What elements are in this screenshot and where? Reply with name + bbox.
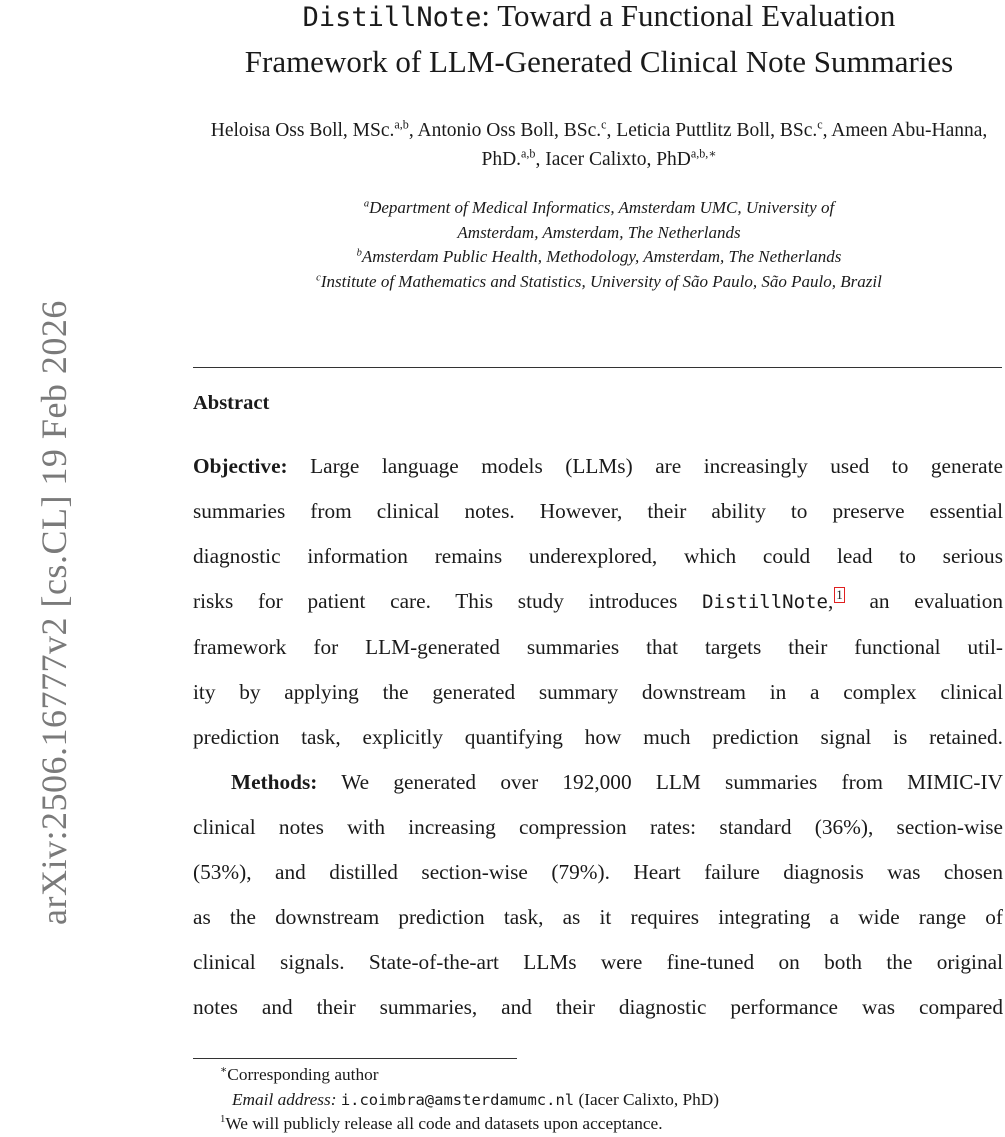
footnote-1-link[interactable]: 1 xyxy=(836,587,843,602)
author-list xyxy=(200,116,998,174)
email-address[interactable]: i.coimbra@amsterdamumc.nl xyxy=(340,1090,575,1109)
abstract-body xyxy=(193,444,1003,1030)
methods-label: Methods: xyxy=(231,770,318,794)
footnote-1: $^1$We will publicly release all code and datasets upon acceptance. xyxy=(220,1113,663,1133)
footnote-corresponding: ∗Corresponding author xyxy=(220,1064,379,1084)
author-2: Antonio Oss Boll, BSc.$^c$, xyxy=(417,117,617,141)
affiliation-c: $^c$Institute of Mathematics and Statistics, University of São Paulo, São Paulo, Brazil xyxy=(316,271,882,291)
footnotes xyxy=(220,1063,1000,1137)
author-5: Iacer Calixto, PhD$^{a,b,∗}$ xyxy=(545,146,717,170)
footnote-email: Email address: i.coimbra@amsterdamumc.nl (Iacer Calixto, PhD) xyxy=(232,1089,720,1109)
affiliation-a-line1: $^a$Department of Medical Informatics, Amsterdam UMC, University of xyxy=(363,198,835,217)
footnote-rule xyxy=(193,1058,517,1059)
author-4: Ameen Abu-Hanna, PhD.$^{a,b}$, xyxy=(481,120,988,170)
abstract-heading: Abstract xyxy=(193,392,270,414)
objective-label: Objective: xyxy=(193,454,288,478)
affiliation-a-line2: Amsterdam, Amsterdam, The Netherlands xyxy=(457,222,741,242)
author-3: Leticia Puttlitz Boll, BSc.$^c$, xyxy=(616,117,832,141)
abstract-top-rule xyxy=(193,367,1002,368)
affiliations xyxy=(193,196,1005,294)
arxiv-identifier-stamp: arXiv:2506.16777v2 [cs.CL] 19 Feb 2026 xyxy=(34,300,74,925)
title-line2: Framework of LLM-Generated Clinical Note Summaries xyxy=(244,44,954,79)
paper-title xyxy=(193,0,1005,84)
title-system-name: DistillNote xyxy=(302,2,482,33)
methods-paragraph: Methods: We generated over 192,000 LLM summaries from MIMIC-IV clinical notes with increasing compression rates: standard (36%), section-wise (53%), and distilled section-wise (79%). Heart failure diagnosis was chosen as the downstream prediction task, as it requires integrating a wide range of clinical signals. State-of-the-art LLMs were fine-tuned on both the original notes and their summaries, and their diagnostic performance was compared xyxy=(193,770,1003,1019)
affiliation-b: $^b$Amsterdam Public Health, Methodology, Amsterdam, The Netherlands xyxy=(356,247,842,266)
system-name-inline: DistillNote xyxy=(702,591,828,613)
objective-paragraph: Objective: Large language models (LLMs) are increasingly used to generate summaries from clinical notes. However, their ability to preserve essential diagnostic information remains underexplored, which could lead to serious risks for patient care. This study introduces DistillNote, 1 an evaluation framework for LLM-generated summaries that targets their functional util- ity by applying the generated summary downstream in a complex clinical prediction task, explicitly quantifying how much prediction signal is retained. xyxy=(193,454,1003,749)
title-line1-rest: : Toward a Functional Evaluation xyxy=(481,0,896,33)
author-1: Heloisa Oss Boll, MSc.$^{a,b}$, xyxy=(210,117,418,141)
